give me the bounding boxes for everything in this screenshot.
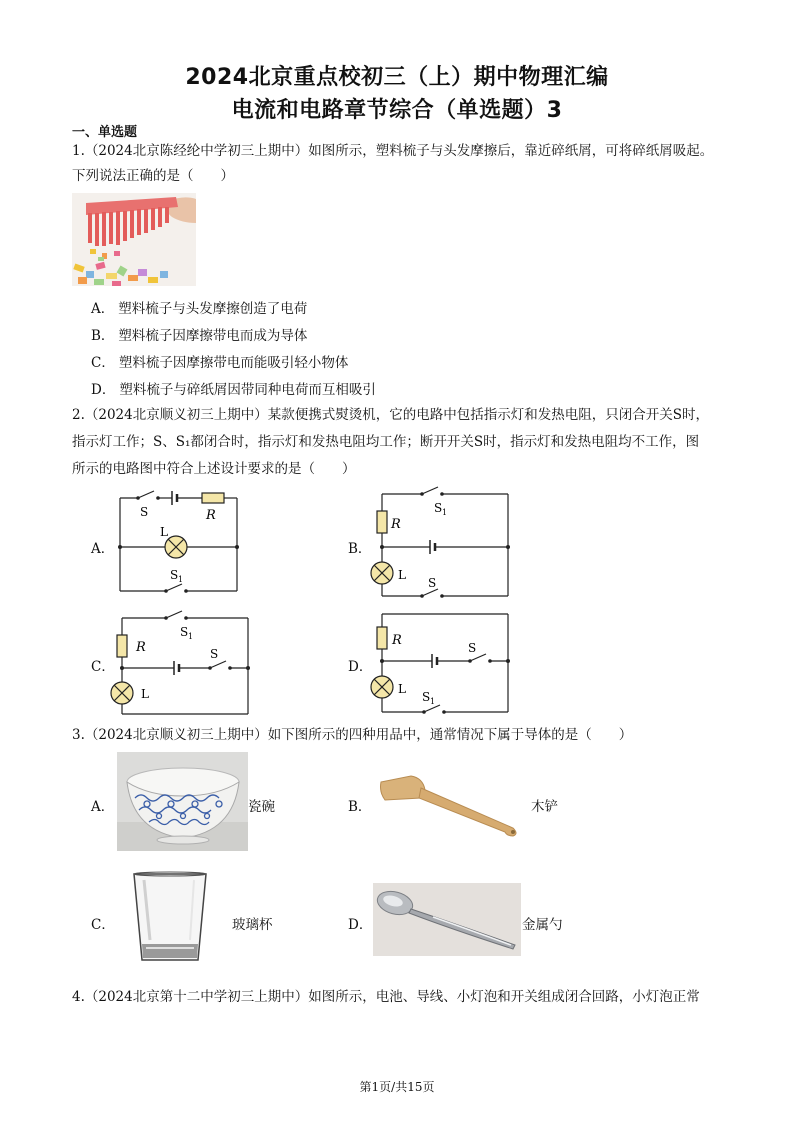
svg-text:S: S: [180, 625, 189, 639]
svg-text:S: S: [210, 647, 219, 661]
q2-stem-line3: 所示的电路图中符合上述设计要求的是（ ）: [72, 461, 356, 477]
svg-text:R: R: [206, 508, 216, 523]
comb-paper-photo: [72, 193, 196, 286]
q1-option-a: A． 塑料梳子与头发摩擦创造了电荷: [91, 301, 308, 317]
svg-text:L: L: [398, 682, 406, 696]
page-number: 第1页/共15页: [359, 1080, 435, 1094]
wooden-spatula-photo: [377, 768, 525, 840]
svg-text:S: S: [468, 641, 477, 655]
q2-stem-line1: 2.（2024北京顺义初三上期中）某款便携式熨烫机，它的电路中包括指示灯和发热电阻，只闭合开关S时，: [72, 407, 709, 423]
resistor-r: [202, 493, 224, 503]
svg-text:1: 1: [430, 697, 436, 706]
porcelain-bowl-photo: [117, 752, 248, 851]
q1-stem-line1: 1.（2024北京陈经纶中学初三上期中）如图所示，塑料梳子与头发摩擦后，靠近碎纸屑，可将碎纸屑吸起。: [72, 143, 714, 159]
q3-option-c-text: 玻璃杯: [232, 917, 273, 933]
page-title-line2: 电流和电路章节综合（单选题）3: [231, 98, 563, 123]
svg-text:S: S: [170, 568, 179, 582]
q1-stem-line2: 下列说法正确的是（ ）: [72, 168, 234, 184]
svg-text:L: L: [141, 687, 149, 701]
svg-text:R: R: [391, 517, 401, 532]
page-title-line1: 2024北京重点校初三（上）期中物理汇编: [185, 65, 609, 90]
q2-option-b-label: B．: [348, 541, 372, 557]
q2-stem-line2: 指示灯工作；S、S₁都闭合时，指示灯和发热电阻均工作；断开开关S时，指示灯和发热电阻均不工作，图: [72, 434, 700, 450]
svg-text:1: 1: [178, 575, 184, 584]
q3-option-a-key: A．: [91, 799, 115, 815]
q3-stem: 3.（2024北京顺义初三上期中）如下图所示的四种用品中，通常情况下属于导体的是（ ）: [72, 727, 633, 743]
svg-text:S: S: [428, 576, 437, 590]
svg-text:L: L: [398, 568, 406, 582]
q2-option-c-label: C．: [91, 659, 115, 675]
q1-option-c: C． 塑料梳子因摩擦带电而能吸引轻小物体: [91, 355, 349, 371]
switch-s: [138, 491, 154, 498]
q1-option-b: B． 塑料梳子因摩擦带电而成为导体: [91, 328, 308, 344]
svg-text:L: L: [160, 525, 168, 539]
q3-option-a-text: 瓷碗: [248, 799, 275, 815]
q3-option-b-text: 木铲: [531, 799, 558, 815]
section-heading: 一、单选题: [72, 125, 138, 140]
svg-text:S: S: [422, 690, 431, 704]
q3-option-c-key: C．: [91, 917, 115, 933]
q1-option-d: D． 塑料梳子与碎纸屑因带同种电荷而互相吸引: [91, 382, 376, 398]
svg-text:S: S: [434, 501, 443, 515]
q3-option-d-key: D．: [348, 917, 373, 933]
metal-spoon-photo: [373, 883, 521, 956]
q3-option-d-text: 金属勺: [522, 917, 563, 933]
q3-option-b-key: B．: [348, 799, 372, 815]
svg-text:R: R: [136, 640, 146, 655]
q4-stem: 4.（2024北京第十二中学初三上期中）如图所示，电池、导线、小灯泡和开关组成闭合回路，小灯泡正常: [72, 989, 700, 1005]
svg-text:1: 1: [188, 632, 194, 641]
q2-option-d-label: D．: [348, 659, 373, 675]
svg-text:1: 1: [442, 508, 448, 517]
glass-cup-photo: [130, 870, 210, 966]
circuit-diagram-c: [110, 608, 252, 720]
circuit-diagram-a: [110, 486, 245, 598]
circuit-diagram-b: [370, 484, 512, 602]
q2-option-a-label: A．: [91, 541, 115, 557]
svg-text:S: S: [140, 505, 149, 519]
circuit-diagram-d: [370, 604, 512, 720]
svg-text:R: R: [392, 633, 402, 648]
